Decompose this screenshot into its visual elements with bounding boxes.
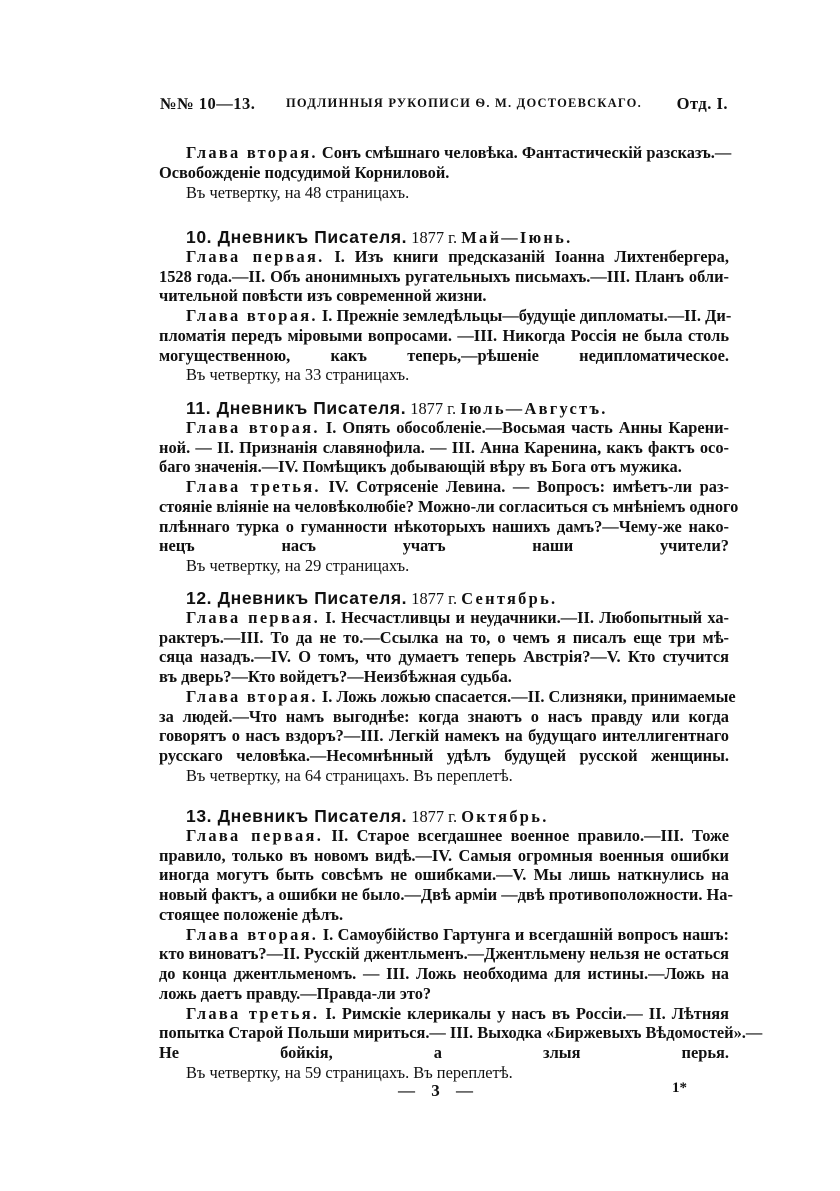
entry-line (186, 608, 729, 628)
entry-line (186, 1004, 729, 1024)
entry-title-month: Май—Іюнь. (461, 228, 573, 247)
entry-line: плѣннаго турка о гуманности нѣкоторыхъ нашихъ дамъ?—Чему-же нако- (159, 516, 729, 536)
entry-line (186, 247, 729, 267)
entry-line: нецъ насъ учатъ наши учители? (159, 536, 729, 556)
entry-line: ной. — II. Признанія славянофила. — III. Анна Каренина, какъ фактъ осо- (159, 437, 729, 457)
entry-line: ложь даетъ правду.—Правда-ли это? (159, 983, 432, 1003)
entry-line: иногда могутъ быть совсѣмъ не ошибками.—V. Мы лишь наткнулись на (159, 865, 729, 885)
entry-line: 1528 года.—II. Объ анонимныхъ ругательныхъ письмахъ.—III. Планъ обли- (159, 266, 729, 286)
entry-title-number: 12. Дневникъ Писателя. (186, 588, 408, 608)
chapter-label: Глава вторая. (186, 306, 318, 325)
chapter-text: I. Изъ книги предсказаній Іоанна Лихтенбергера, (334, 246, 729, 266)
entry-pages-note: Въ четвертку, на 33 страницахъ. (186, 365, 410, 385)
intro-line: Въ четвертку, на 48 страницахъ. (186, 183, 410, 202)
entry-line: Не бойкія, а злыя перья. (159, 1043, 729, 1062)
entry-title (186, 227, 729, 248)
chapter-label: Глава вторая. (186, 417, 320, 437)
chapter-label: Глава вторая. (186, 924, 319, 944)
chapter-text: I. Самоубійство Гартунга и всегдашній вопросъ нашъ: (322, 924, 730, 944)
entry-line: правило, только въ новомъ видѣ.—IV. Самыя огромныя военныя ошибки (159, 845, 729, 865)
entry-line (186, 418, 729, 438)
chapter-text: I. Несчастливцы и неудачники.—II. Любопытный ха- (325, 607, 729, 627)
entry-title-year: 1877 г. (410, 399, 457, 418)
entry-title-number: 13. Дневникъ Писателя. (186, 806, 408, 826)
entry-title-year: 1877 г. (411, 589, 458, 608)
entry-line (186, 477, 729, 497)
entry-title (186, 588, 729, 609)
entry-line (186, 306, 732, 326)
entry-line: рактеръ.—III. То да не то.—Ссылка на то, о чемъ я писалъ еще три мѣ- (159, 627, 729, 647)
chapter-text: II. Старое всегдашнее военное правило.—III. Тоже (331, 825, 729, 845)
entry-pages-note: Въ четвертку, на 64 страницахъ. Въ переплетѣ. (186, 765, 513, 785)
entry-line (186, 925, 729, 945)
chapter-text: I. Опять обособленіе.—Восьмая часть Анны Карени- (325, 417, 729, 437)
entry-line (186, 686, 736, 707)
entry-line: стояніе вліяніе на человѣколюбіе? Можно-ли согласиться съ мнѣніемъ одного (159, 496, 739, 516)
chapter-text: I. Римскіе клерикалы у насъ въ Россіи.— II. Лѣтняя (325, 1003, 729, 1023)
entry-pages-note: Въ четвертку, на 29 страницахъ. (186, 556, 410, 575)
entry-line: пломатія передъ міровыми вопросами. —III. Никогда Россія не была столь (159, 325, 729, 345)
entry-line: могущественною, какъ теперь,—рѣшеніе недипломатическое. (159, 345, 729, 365)
chapter-label: Глава третья. (186, 1003, 320, 1023)
entry-line: стоящее положеніе дѣлъ. (159, 904, 344, 924)
entry-line: за людей.—Что намъ выгоднѣе: когда знаютъ о насъ правду или когда (159, 706, 729, 726)
chapter-text: I. Ложь ложью спасается.—II. Слизняки, принимаемые (321, 686, 736, 706)
entry-line: чительной повѣсти изъ современной жизни. (159, 286, 487, 306)
entry-line: сяца назадъ.—IV. О томъ, что думаетъ теперь Австрія?—V. Кто стучится (159, 647, 729, 667)
entry-line: въ дверь?—Кто войдетъ?—Неизбѣжная судьба. (159, 667, 512, 686)
entry-pages-note: Въ четвертку, на 59 страницахъ. Въ переплетѣ. (186, 1062, 513, 1082)
entry-line: кто виноватъ?—II. Русскій джентльменъ.—Джентльмену нельзя не остаться (159, 944, 729, 964)
entry-title (186, 806, 729, 827)
chapter-label: Глава первая. (186, 607, 321, 627)
entry-title (186, 398, 729, 419)
chapter-text: Сонъ смѣшнаго человѣка. Фантастическій разсказъ.— (321, 143, 732, 162)
entry-title-year: 1877 г. (411, 228, 458, 247)
running-title: ПОДЛИННЫЯ РУКОПИСИ Ѳ. М. ДОСТОЕВСКАГО. (286, 96, 642, 110)
chapter-label: Глава вторая. (186, 143, 318, 162)
chapter-label: Глава третья. (186, 477, 321, 496)
chapter-label: Глава вторая. (186, 686, 318, 706)
intro-line: Освобожденіе подсудимой Корниловой. (159, 163, 450, 182)
chapter-text: IV. Сотрясеніе Левина. — Вопросъ: имѣетъ-ли раз- (328, 477, 729, 496)
entry-title-month: Октябрь. (461, 807, 549, 826)
entry-line: новый фактъ, а ошибки не было.—Двѣ арміи —двѣ противоположности. На- (159, 885, 733, 904)
running-header (160, 94, 728, 118)
page-number: — 3 — (398, 1081, 479, 1100)
entry-line: русскаго человѣка.—Несомнѣнный удѣлъ будущей русской женщины. (159, 746, 729, 765)
entry-line (186, 826, 729, 846)
chapter-label: Глава первая. (186, 825, 324, 845)
entry-title-year: 1877 г. (411, 807, 458, 826)
entry-line: баго значенія.—IV. Помѣщикъ добывающій вѣру въ Бога отъ мужика. (159, 457, 682, 477)
chapter-text: I. Прежніе земледѣльцы—будущіе дипломаты.—II. Ди- (321, 306, 732, 325)
entry-line: говорятъ о насъ вздоръ?—III. Легкій намекъ на будущаго интеллигентнаго (159, 726, 729, 746)
intro-line (186, 143, 732, 163)
entry-line: попытка Старой Польши мириться.— III. Выходка «Биржевыхъ Вѣдомостей».— (159, 1023, 763, 1043)
entry-title-month: Сентябрь. (461, 589, 558, 608)
chapter-label: Глава первая. (186, 246, 325, 266)
signature-mark: 1* (672, 1080, 687, 1096)
section-label: Отд. I. (676, 94, 728, 113)
issue-numbers: №№ 10—13. (160, 94, 256, 113)
entry-title-number: 11. Дневникъ Писателя. (186, 398, 407, 418)
entry-line: до конца джентльменомъ. — III. Ложь необходима для истины.—Ложь на (159, 964, 729, 983)
entry-title-month: Іюль—Августъ. (460, 399, 608, 418)
entry-title-number: 10. Дневникъ Писателя. (186, 227, 408, 247)
